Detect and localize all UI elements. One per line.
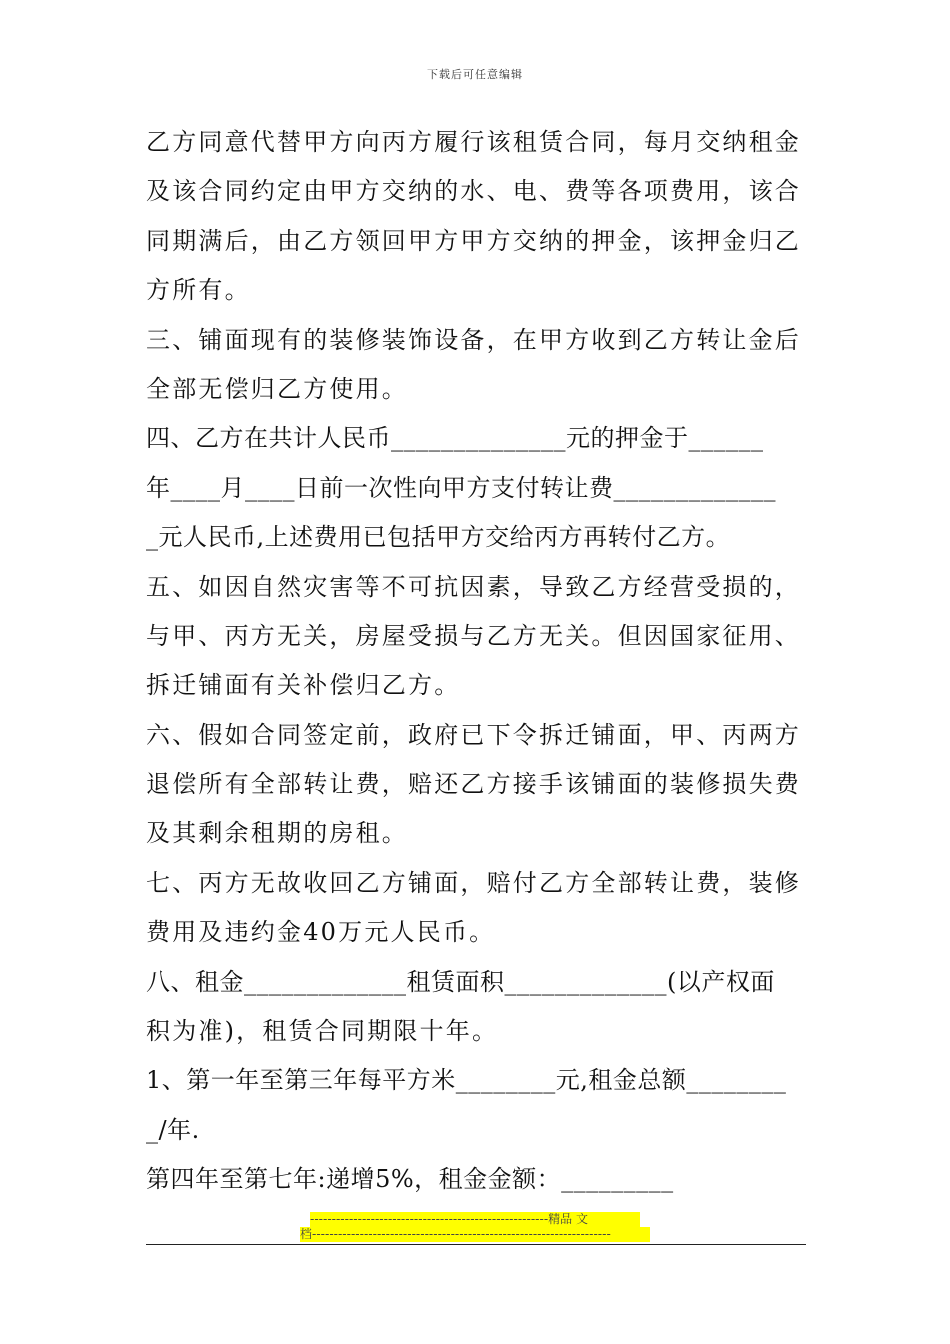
paragraph-line: 1、第一年至第三年每平方米________元,租金总额________: [146, 1066, 787, 1095]
footer-watermark-line: 档---------------------------------------------------------------------: [300, 1227, 650, 1242]
footer-watermark: [300, 1212, 650, 1242]
paragraph-line: 费用及违约金40万元人民币。: [146, 918, 496, 947]
paragraph-line: 积为准)，租赁合同期限十年。: [146, 1017, 499, 1046]
paragraph-line: 与甲、丙方无关，房屋受损与乙方无关。但因国家征用、: [146, 621, 801, 650]
document-body: [146, 118, 806, 1205]
footer-divider: [146, 1244, 806, 1245]
paragraph-line: _/年.: [146, 1115, 200, 1144]
footer-watermark-line: -------------------------------------------------------精品 文: [310, 1212, 640, 1227]
paragraph-line: 七、丙方无故收回乙方铺面，赔付乙方全部转让费，装修: [146, 868, 801, 897]
paragraph-line: 乙方同意代替甲方向丙方履行该租赁合同，每月交纳租金: [146, 128, 801, 156]
paragraph-line: 及其剩余租期的房租。: [146, 819, 408, 848]
paragraph-line: 年____月____日前一次性向甲方支付转让费_____________: [146, 473, 776, 502]
paragraph-line: 四、乙方在共计人民币______________元的押金于______: [146, 424, 764, 453]
paragraph-line: 六、假如合同签定前，政府已下令拆迁铺面，甲、丙两方: [146, 720, 801, 749]
paragraph-line: 三、铺面现有的装修装饰设备，在甲方收到乙方转让金后: [146, 325, 801, 354]
paragraph-line: 方所有。: [146, 276, 251, 305]
paragraph-line: 八、租金_____________租赁面积_____________(以产权面: [146, 967, 775, 996]
paragraph-line: 同期满后，由乙方领回甲方甲方交纳的押金，该押金归乙: [146, 226, 801, 255]
paragraph-line: 第四年至第七年:递增5%，租金金额：_________: [146, 1165, 674, 1194]
paragraph-line: 退偿所有全部转让费，赔还乙方接手该铺面的装修损失费: [146, 770, 801, 799]
paragraph-line: 五、如因自然灾害等不可抗因素，导致乙方经营受损的，: [146, 572, 801, 601]
page-header: 下载后可任意编辑: [427, 68, 523, 81]
paragraph-line: _元人民币,上述费用已包括甲方交给丙方再转付乙方。: [146, 523, 731, 552]
paragraph-line: 全部无偿归乙方使用。: [146, 374, 408, 403]
paragraph-line: 及该合同约定由甲方交纳的水、电、费等各项费用，该合: [146, 177, 801, 206]
paragraph-line: 拆迁铺面有关补偿归乙方。: [146, 671, 461, 700]
